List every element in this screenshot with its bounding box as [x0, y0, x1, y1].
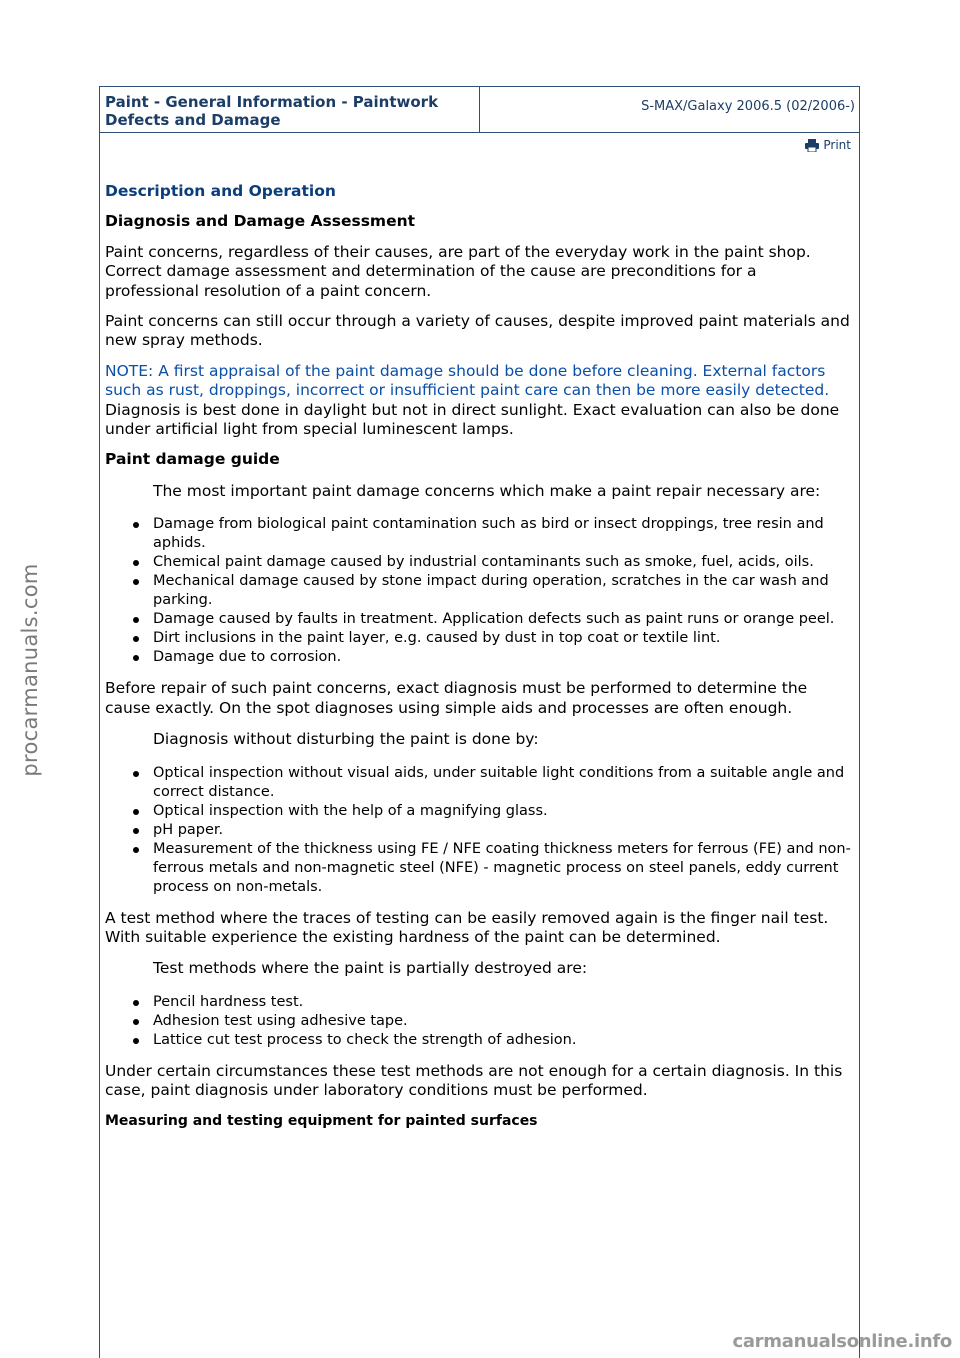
list-item: Damage due to corrosion. [105, 648, 855, 667]
note-text: NOTE: A first appraisal of the paint damage should be done before cleaning. External factors such as rust, droppings, incorrect or insufficient paint care can then be more easily detected. [105, 361, 830, 400]
print-button[interactable] [805, 138, 851, 152]
test-intro: Test methods where the paint is partially destroyed are: [153, 959, 588, 978]
document-body [105, 182, 855, 1131]
footer-watermark: carmanualsonline.info [732, 1331, 952, 1352]
paragraph-6: Under certain circumstances these test methods are not enough for a certain diagnosis. In this case, paint diagnosis under laboratory conditions must be performed. [105, 1061, 843, 1100]
section-title: Description and Operation [105, 182, 336, 200]
page-frame [99, 86, 860, 1358]
list-item: Mechanical damage caused by stone impact during operation, scratches in the car wash and parking. [105, 572, 855, 610]
test-list [105, 993, 855, 1050]
paragraph-3: Diagnosis is best done in daylight but not in direct sunlight. Exact evaluation can also be done under artificial light from special luminescent lamps. [105, 400, 840, 439]
list-item: Optical inspection without visual aids, under suitable light conditions from a suitable angle and correct distance. [105, 764, 855, 802]
list-item: Measurement of the thickness using FE / NFE coating thickness meters for ferrous (FE) and non-ferrous metals and non-magnetic steel (NFE) - magnetic process on steel panels, eddy current process on non-metals. [105, 840, 855, 897]
page-header [100, 86, 859, 133]
print-label: Print [823, 138, 851, 152]
list-item: Pencil hardness test. [105, 993, 855, 1012]
list-item: Dirt inclusions in the paint layer, e.g. caused by dust in top coat or textile lint. [105, 629, 855, 648]
heading-measuring: Measuring and testing equipment for painted surfaces [105, 1112, 538, 1129]
printer-icon [805, 139, 819, 152]
page-title: Paint - General Information - Paintwork Defects and Damage [100, 87, 480, 132]
list-item: Optical inspection with the help of a magnifying glass. [105, 802, 855, 821]
guide-list [105, 515, 855, 667]
heading-guide: Paint damage guide [105, 450, 280, 469]
paragraph-4: Before repair of such paint concerns, exact diagnosis must be performed to determine the cause exactly. On the spot diagnoses using simple aids and processes are often enough. [105, 679, 808, 717]
list-item: Lattice cut test process to check the strength of adhesion. [105, 1031, 855, 1050]
paragraph-2: Paint concerns can still occur through a variety of causes, despite improved paint materials and new spray methods. [105, 312, 850, 350]
paragraph-5: A test method where the traces of testing can be easily removed again is the finger nail test. With suitable experience the existing hardness of the paint can be determined. [105, 908, 829, 946]
side-watermark: procarmanuals.com [18, 563, 42, 777]
list-item: Damage caused by faults in treatment. Application defects such as paint runs or orange peel. [105, 610, 855, 629]
list-item: Chemical paint damage caused by industrial contaminants such as smoke, fuel, acids, oils. [105, 553, 855, 572]
paragraph-1: Paint concerns, regardless of their causes, are part of the everyday work in the paint shop. Correct damage assessment and determination of the cause are preconditions for a professional resolution of a paint concern. [105, 242, 811, 300]
list-item: pH paper. [105, 821, 855, 840]
heading-diagnosis: Diagnosis and Damage Assessment [105, 212, 416, 231]
diagnosis-intro: Diagnosis without disturbing the paint is done by: [153, 730, 539, 749]
list-item: Adhesion test using adhesive tape. [105, 1012, 855, 1031]
list-item: Damage from biological paint contamination such as bird or insect droppings, tree resin and aphids. [105, 515, 855, 553]
model-label: S-MAX/Galaxy 2006.5 (02/2006-) [641, 99, 855, 114]
diagnosis-list [105, 764, 855, 897]
guide-intro: The most important paint damage concerns which make a paint repair necessary are: [153, 481, 821, 500]
